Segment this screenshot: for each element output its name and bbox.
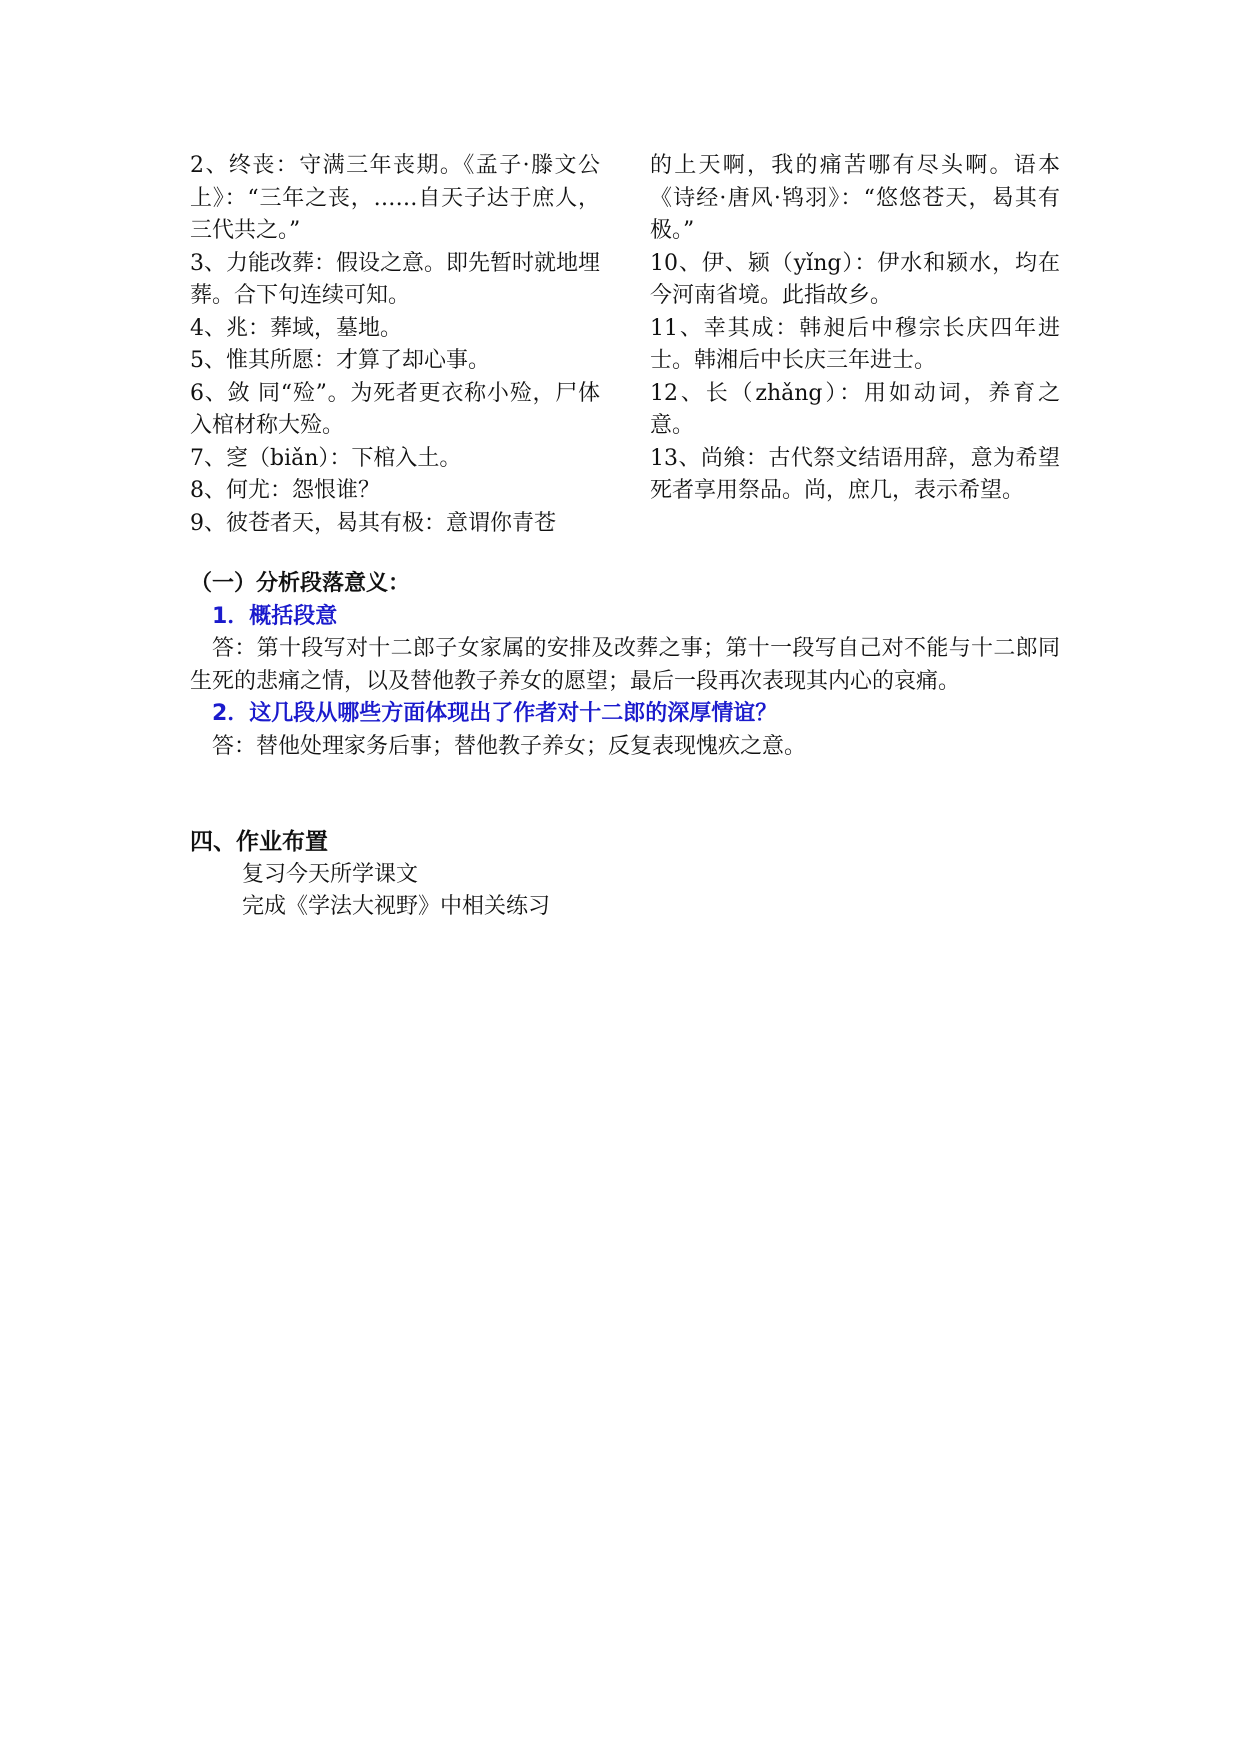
note-item: 7、窆（biǎn）：下棺入土。 (190, 445, 462, 471)
note-item: 9、彼苍者天，曷其有极：意谓你青苍 (190, 510, 556, 536)
note-item: 4、兆：葬域，墓地。 (190, 315, 402, 341)
note-item: 的上天啊，我的痛苦哪有尽头啊。语本《诗经·唐风·鸨羽》：“悠悠苍天，曷其有极。” (650, 153, 1060, 243)
analysis-heading: （一）分析段落意义： (190, 571, 411, 596)
question-2: 2．这几段从哪些方面体现出了作者对十二郎的深厚情谊？ (212, 701, 778, 726)
homework-item: 复习今天所学课文 (242, 861, 419, 887)
homework-item: 完成《学法大视野》中相关练习 (242, 894, 551, 919)
question-1: 1．概括段意 (212, 603, 338, 629)
notes-left-column (190, 150, 600, 540)
note-item: 11、幸其成：韩昶后中穆宗长庆四年进士。韩湘后中长庆三年进士。 (650, 315, 1060, 373)
note-item: 10、伊、颍（yǐng）：伊水和颍水，均在今河南省境。此指故乡。 (650, 250, 1060, 308)
note-item: 13、尚飨：古代祭文结语用辞，意为希望死者享用祭品。尚，庶几，表示希望。 (650, 445, 1060, 503)
homework-title: 四、作业布置 (190, 829, 328, 855)
answer-2: 答：替他处理家务后事；替他教子养女；反复表现愧疚之意。 (212, 733, 807, 759)
answer-1: 答：第十段写对十二郎子女家属的安排及改葬之事；第十一段写自己对不能与十二郎同生死的悲痛之情，以及替他教子养女的愿望；最后一段再次表现其内心的哀痛。 (190, 636, 1060, 694)
homework-section (190, 826, 1060, 924)
analysis-section (190, 568, 1060, 763)
note-item: 12、长（zhǎng）：用如动词，养育之意。 (650, 380, 1060, 438)
note-item: 5、惟其所愿：才算了却心事。 (190, 348, 490, 373)
annotation-notes (190, 150, 1060, 540)
note-item: 8、何尤：怨恨谁？ (190, 478, 380, 503)
note-item: 6、敛 同“殓”。为死者更衣称小殓，尸体入棺材称大殓。 (190, 380, 600, 438)
notes-right-column (650, 150, 1060, 540)
note-item: 2、终丧：守满三年丧期。《孟子·滕文公上》：“三年之丧，……自天子达于庶人，三代共之。” (190, 153, 600, 243)
note-item: 3、力能改葬：假设之意。即先暂时就地埋葬。合下句连续可知。 (190, 250, 600, 308)
